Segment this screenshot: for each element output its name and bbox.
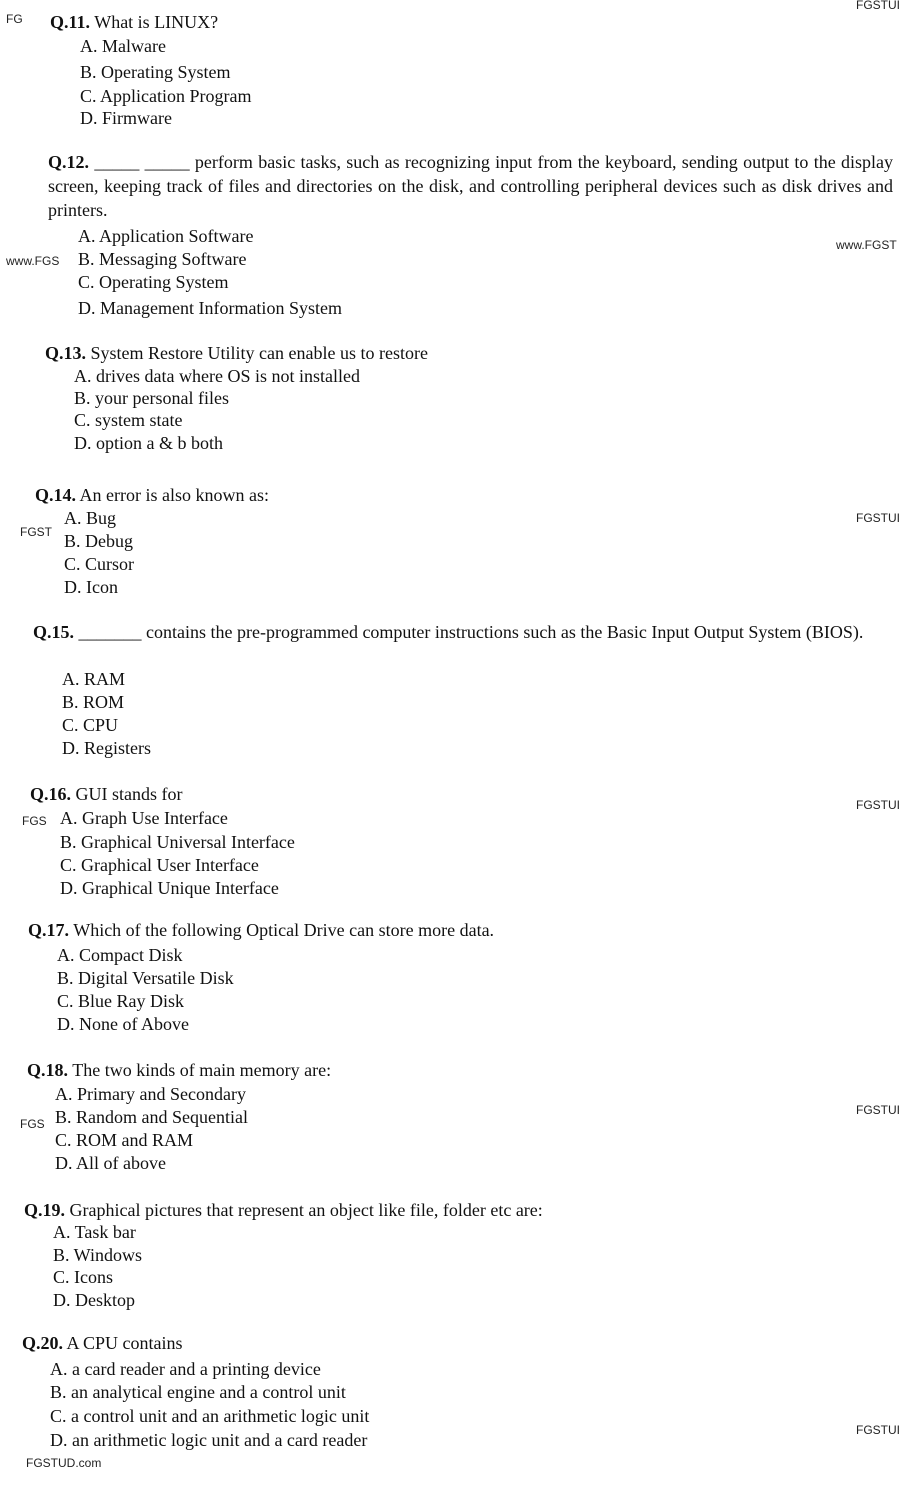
- question-number: Q.20.: [22, 1333, 64, 1353]
- question-17: [28, 920, 494, 940]
- option: C. Application Program: [80, 86, 252, 106]
- option: B. Operating System: [80, 62, 231, 82]
- option: A. RAM: [62, 669, 126, 689]
- question-18: [27, 1060, 331, 1080]
- watermark: FGSTUI: [856, 1423, 900, 1437]
- question-number: Q.15.: [33, 622, 75, 642]
- question-text: Graphical pictures that represent an object like file, folder etc are:: [69, 1200, 543, 1220]
- question-number: Q.14.: [35, 485, 77, 505]
- option: D. All of above: [55, 1153, 166, 1173]
- watermark: FG: [6, 12, 23, 26]
- option: B. Random and Sequential: [55, 1107, 248, 1127]
- question-text: The two kinds of main memory are:: [72, 1060, 332, 1080]
- question-text: What is LINUX?: [94, 12, 219, 32]
- option: C. Operating System: [78, 272, 229, 292]
- option: B. Messaging Software: [78, 249, 247, 269]
- option: B. Windows: [53, 1245, 142, 1265]
- watermark: FGSTUI: [856, 798, 900, 812]
- question-text: _______ contains the pre-programmed computer instructions such as the Basic Input Output System (BIOS).: [78, 622, 864, 642]
- option: B. ROM: [62, 692, 125, 712]
- option: A. Malware: [80, 36, 166, 56]
- option: B. an analytical engine and a control unit: [50, 1382, 346, 1402]
- watermark: FGSTUI: [856, 511, 900, 525]
- option: D. option a & b both: [74, 433, 223, 453]
- option: C. ROM and RAM: [55, 1130, 194, 1150]
- question-12: [48, 150, 893, 222]
- option: A. Graph Use Interface: [60, 808, 228, 828]
- question-11: [50, 12, 218, 32]
- question-number: Q.11.: [50, 12, 91, 32]
- option: B. Graphical Universal Interface: [60, 832, 295, 852]
- question-14: [35, 485, 269, 505]
- question-text: Which of the following Optical Drive can store more data.: [73, 920, 495, 940]
- option: C. Icons: [53, 1267, 113, 1287]
- question-20: [22, 1333, 183, 1353]
- question-13: [45, 343, 428, 363]
- watermark: www.FGS: [6, 254, 60, 268]
- option: D. None of Above: [57, 1014, 189, 1034]
- option: A. Application Software: [78, 226, 254, 246]
- option: A. Compact Disk: [57, 945, 183, 965]
- option: B. your personal files: [74, 388, 229, 408]
- watermark: FGST: [20, 525, 52, 539]
- question-text: _____ _____ perform basic tasks, such as recognizing input from the keyboard, sending output to the display screen, keeping track of files and directories on the disk, and controlling peripheral devices such as disk drives and printers.: [48, 152, 893, 220]
- option: C. a control unit and an arithmetic logic unit: [50, 1406, 370, 1426]
- option: B. Debug: [64, 531, 133, 551]
- option: D. Desktop: [53, 1290, 135, 1310]
- option: D. Graphical Unique Interface: [60, 878, 279, 898]
- watermark: FGS: [20, 1117, 45, 1131]
- question-number: Q.17.: [28, 920, 70, 940]
- question-number: Q.18.: [27, 1060, 69, 1080]
- option: B. Digital Versatile Disk: [57, 968, 234, 988]
- option: D. Management Information System: [78, 298, 342, 318]
- option: C. Cursor: [64, 554, 135, 574]
- watermark: FGSTUI: [856, 0, 900, 12]
- question-19: [24, 1200, 543, 1220]
- watermark: www.FGST: [836, 238, 897, 252]
- question-15: [33, 620, 878, 644]
- option: A. Primary and Secondary: [55, 1084, 246, 1104]
- option: D. Firmware: [80, 108, 172, 128]
- question-text: System Restore Utility can enable us to restore: [90, 343, 428, 363]
- watermark: FGSTUI: [856, 1103, 900, 1117]
- option: D. an arithmetic logic unit and a card reader: [50, 1430, 368, 1450]
- question-number: Q.19.: [24, 1200, 66, 1220]
- option: A. drives data where OS is not installed: [74, 366, 360, 386]
- question-text: An error is also known as:: [79, 485, 269, 505]
- option: A. a card reader and a printing device: [50, 1359, 321, 1379]
- option: A. Bug: [64, 508, 117, 528]
- watermark: FGSTUD.com: [26, 1456, 102, 1470]
- question-text: A CPU contains: [66, 1333, 183, 1353]
- option: C. CPU: [62, 715, 119, 735]
- question-number: Q.16.: [30, 784, 72, 804]
- question-16: [30, 784, 183, 804]
- question-text: GUI stands for: [75, 784, 183, 804]
- option: D. Icon: [64, 577, 118, 597]
- option: C. system state: [74, 410, 183, 430]
- question-number: Q.12.: [48, 152, 90, 172]
- option: C. Blue Ray Disk: [57, 991, 185, 1011]
- watermark: FGS: [22, 814, 47, 828]
- option: A. Task bar: [53, 1222, 136, 1242]
- question-number: Q.13.: [45, 343, 87, 363]
- option: D. Registers: [62, 738, 151, 758]
- option: C. Graphical User Interface: [60, 855, 259, 875]
